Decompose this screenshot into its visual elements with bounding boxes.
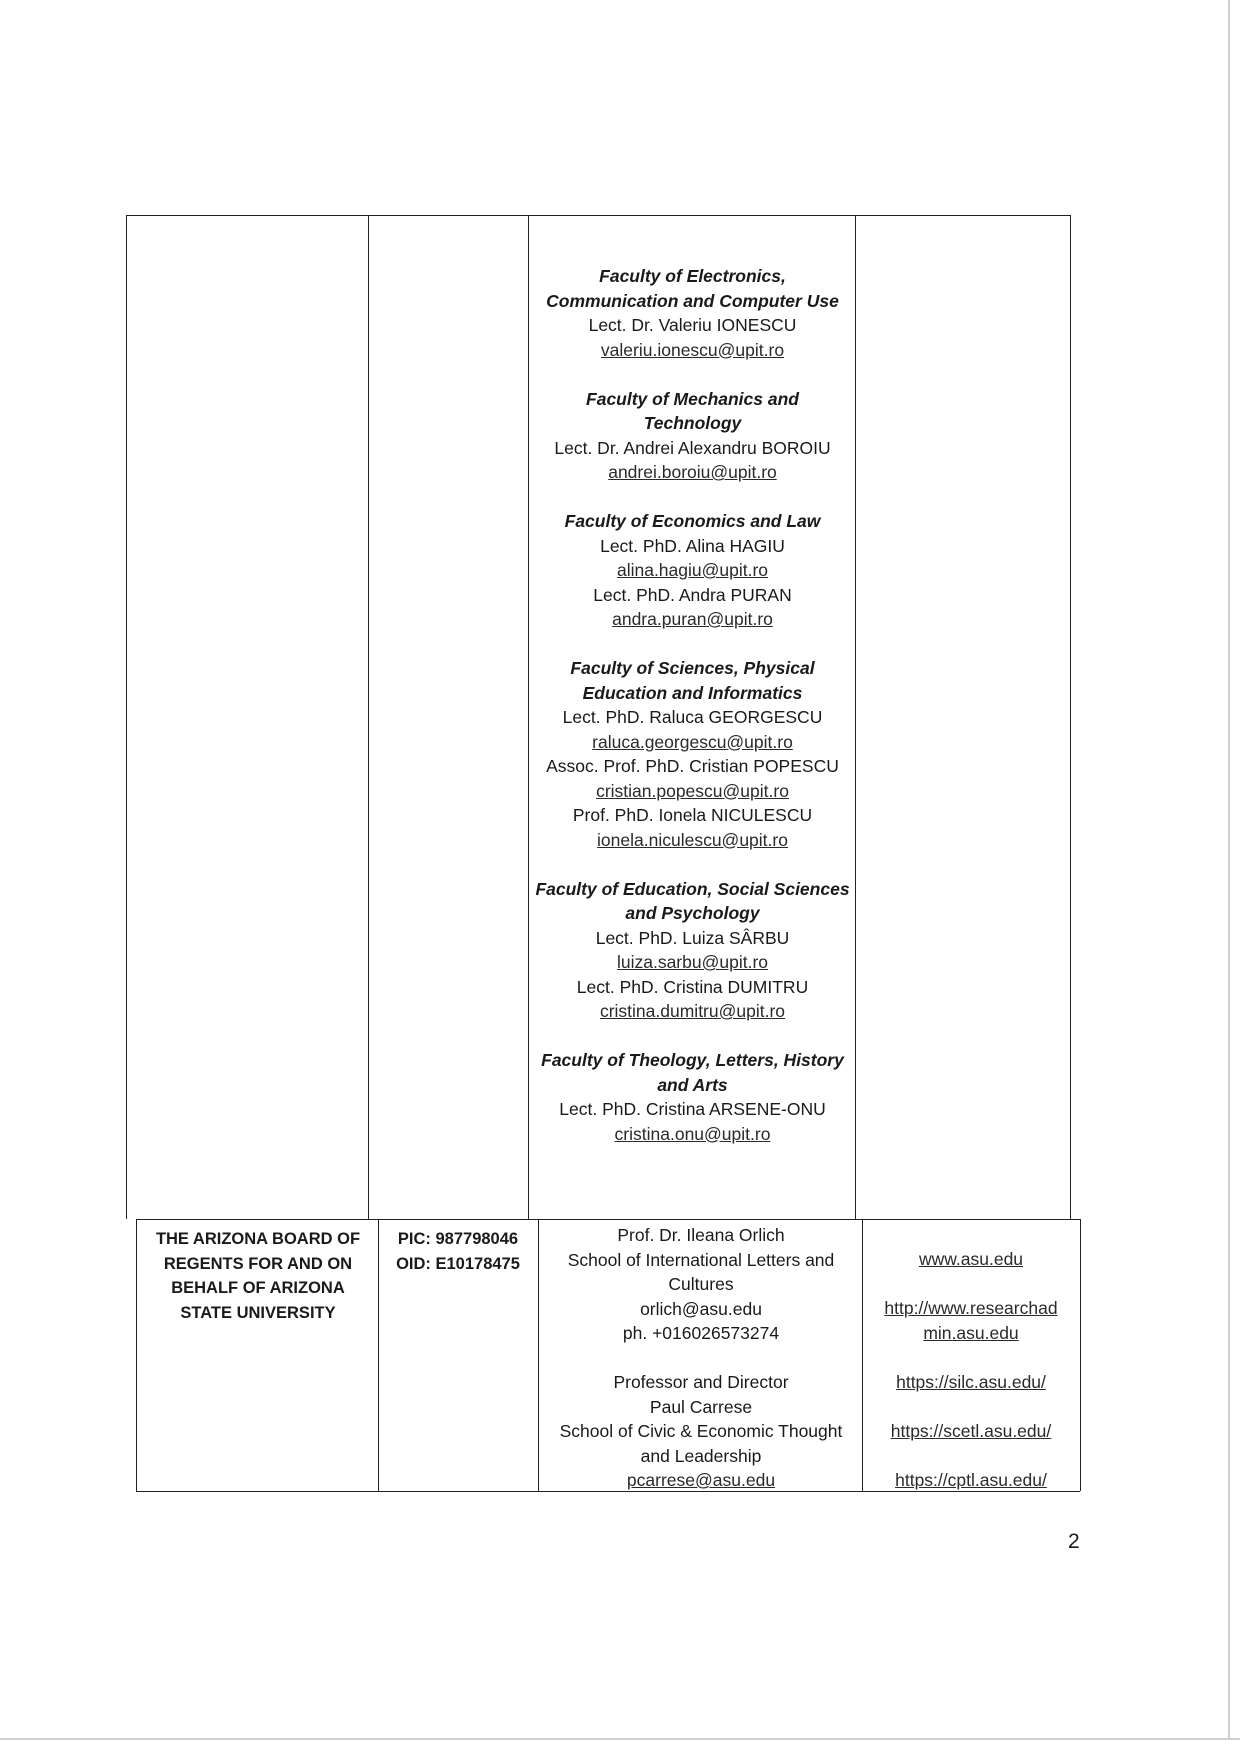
faculty-block [530, 877, 855, 1024]
faculty-title: Faculty of Economics and Law [564, 511, 821, 531]
column-divider [368, 215, 369, 1219]
asu-websites-cell [864, 1247, 1078, 1492]
organization-name-line: STATE UNIVERSITY [180, 1303, 336, 1322]
organization-name-line: REGENTS FOR AND ON [163, 1254, 353, 1273]
contact-unit: School of International Letters and [567, 1249, 835, 1270]
contact-name: Lect. Dr. Andrei Alexandru BOROIU [554, 437, 831, 458]
column-divider [528, 215, 529, 1219]
faculty-block [530, 1048, 855, 1146]
email-link[interactable]: cristina.dumitru@upit.ro [599, 1001, 786, 1021]
contact-name: Paul Carrese [649, 1396, 753, 1417]
contact-unit: School of Civic & Economic Thought [559, 1421, 843, 1441]
faculty-title: and Psychology [625, 903, 760, 923]
contact-name: Lect. PhD. Raluca GEORGESCU [562, 707, 823, 727]
row-divider [136, 1219, 1080, 1220]
column-divider [136, 1219, 137, 1491]
website-link-line: http://www.researchad [884, 1298, 1058, 1318]
email-link[interactable]: raluca.georgescu@upit.ro [592, 731, 793, 752]
contact-name: Assoc. Prof. PhD. Cristian POPESCU [546, 756, 839, 776]
column-divider [1070, 215, 1071, 1219]
email-link[interactable]: alina.hagiu@upit.ro [616, 560, 769, 580]
website-link[interactable] [864, 1296, 1078, 1345]
faculty-title: Faculty of Sciences, Physical [570, 658, 815, 678]
upit-contacts-cell [530, 264, 855, 1146]
contact-phone: ph. +016026573274 [622, 1323, 780, 1343]
faculty-title: Faculty of Theology, Letters, History [541, 1050, 844, 1070]
pic-code: PIC: 987798046 [397, 1230, 519, 1248]
email-link[interactable]: ionela.niculescu@upit.ro [597, 829, 788, 850]
contact-name: Lect. PhD. Luiza SÂRBU [595, 927, 790, 948]
faculty-title: Faculty of Education, Social Sciences [535, 878, 850, 899]
organization-name-line: BEHALF OF ARIZONA [171, 1279, 345, 1297]
email-link[interactable]: pcarrese@asu.edu [626, 1470, 776, 1490]
faculty-block [530, 656, 855, 852]
column-divider [855, 215, 856, 1219]
contact-role: Professor and Director [613, 1372, 789, 1392]
contact-name: Prof. PhD. Ionela NICULESCU [572, 805, 813, 825]
column-divider [1080, 1219, 1081, 1491]
email-link[interactable]: andrei.boroiu@upit.ro [608, 462, 777, 482]
faculty-title: and Arts [657, 1074, 728, 1095]
page-number: 2 [1068, 1530, 1080, 1553]
page-edge [0, 1738, 1240, 1740]
column-divider [378, 1219, 379, 1491]
website-link[interactable]: https://silc.asu.edu/ [896, 1371, 1046, 1392]
faculty-title: Faculty of Electronics, [599, 266, 786, 286]
faculty-title: Faculty of Mechanics and [586, 388, 799, 409]
email-link[interactable]: andra.puran@upit.ro [612, 609, 773, 629]
faculty-block [530, 387, 855, 485]
website-link[interactable]: https://cptl.asu.edu/ [895, 1469, 1047, 1490]
column-divider [862, 1219, 863, 1491]
contact-name: Lect. PhD. Cristina DUMITRU [576, 976, 809, 997]
website-link[interactable]: https://scetl.asu.edu/ [890, 1420, 1052, 1441]
email-link[interactable]: cristina.onu@upit.ro [614, 1123, 771, 1144]
page-edge [1228, 0, 1230, 1740]
column-divider [126, 215, 127, 1219]
contact-unit: and Leadership [640, 1445, 762, 1466]
oid-code: OID: E10178475 [396, 1254, 520, 1273]
faculty-title: Education and Informatics [582, 682, 803, 703]
faculty-block [530, 509, 855, 632]
email-link[interactable]: luiza.sarbu@upit.ro [616, 952, 769, 972]
faculty-title: Technology [643, 413, 742, 433]
column-divider [538, 1219, 539, 1491]
website-link[interactable]: www.asu.edu [918, 1249, 1024, 1269]
contact-name: Prof. Dr. Ileana Orlich [617, 1225, 785, 1245]
organization-ids [380, 1227, 536, 1276]
faculty-title: Communication and Computer Use [546, 290, 839, 311]
website-link-line: min.asu.edu [923, 1322, 1019, 1343]
email-link[interactable]: valeriu.ionescu@upit.ro [600, 339, 785, 360]
contact-name: Lect. PhD. Alina HAGIU [600, 535, 785, 556]
faculty-block [530, 264, 855, 362]
asu-contacts-cell [540, 1223, 862, 1493]
contact-name: Lect. PhD. Cristina ARSENE-ONU [559, 1099, 826, 1119]
organization-name [140, 1227, 376, 1325]
contact-unit: Cultures [668, 1274, 734, 1294]
organization-name-line: THE ARIZONA BOARD OF [155, 1230, 361, 1248]
contact-name: Lect. Dr. Valeriu IONESCU [588, 315, 797, 335]
contact-email: orlich@asu.edu [640, 1298, 762, 1319]
table-top-border [126, 215, 1070, 216]
contact-name: Lect. PhD. Andra PURAN [593, 584, 792, 605]
email-link[interactable]: cristian.popescu@upit.ro [596, 780, 789, 801]
